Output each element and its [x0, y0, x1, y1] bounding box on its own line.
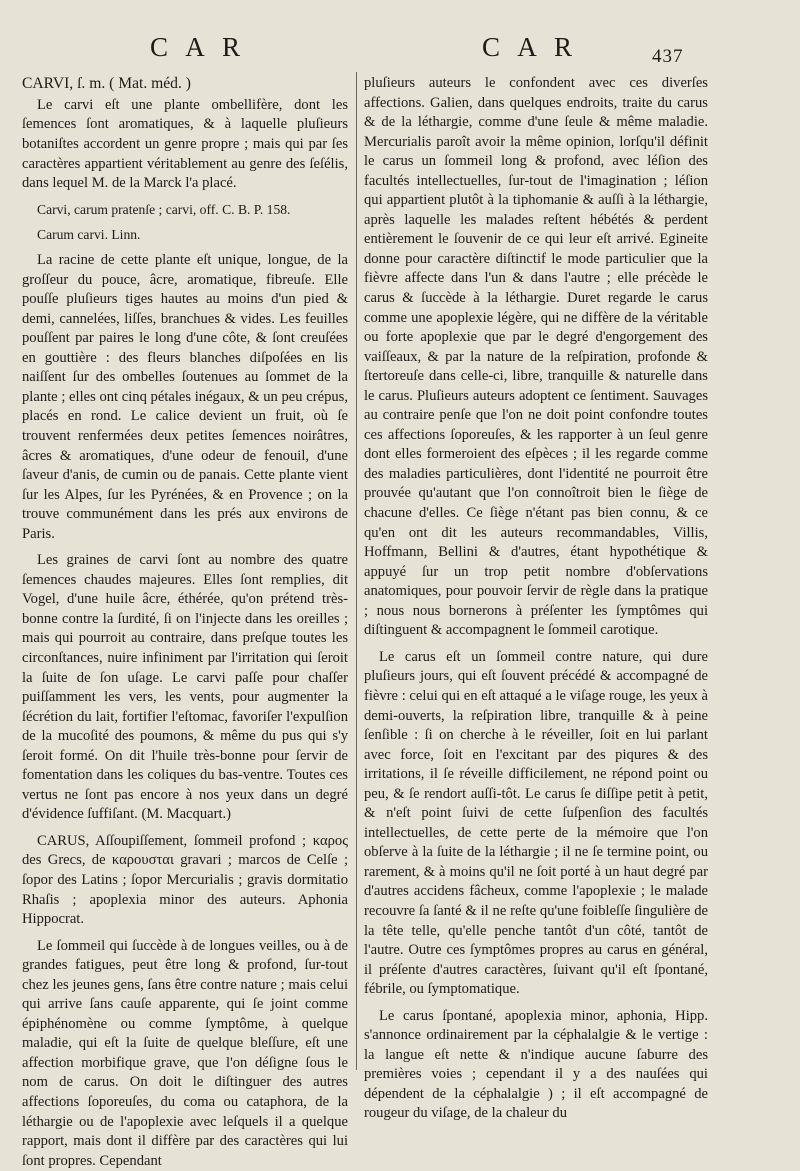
paragraph: Les graines de carvi ſont au nombre des quatre ſemences chaudes majeures. Elles ſont remplies, dit Vogel, d'une huile âcre, éthérée, qu'on prétend très-bonne contre la ſurdité, ſi on l'injecte dans les oreilles ; mais qui pourroit au contraire, dans preſque toutes les circonſtances, nuire infiniment par l'irritation qui ſeroit la ſuite de ſon uſage. Le carvi paſſe pour chaſſer puiſſamment les vers, les vents, pour augmenter la ſécrétion du lait, fortifier l'eſtomac, favoriſer l'expulſion de la mucoſité des poumons, & même du pus qui s'y ſeroit formé. On dit l'huile très-bonne pour ſervir de fomentation dans les coliques du bas-ventre. Toutes ces vertus ne ſont pas encore à nos yeux dans un degré d'évidence ſuffiſant. (M. Macquart.): [22, 552, 348, 823]
paragraph: La racine de cette plante eſt unique, longue, de la groſſeur du pouce, âcre, aromatique, fibreuſe. Elle pouſſe pluſieurs tiges hautes au moins d'un pied & demi, cannelées, liſſes, branchues & vides. Les feuilles pouſſent par paires le long d'une côte, & ſont creuſées en gouttière : des fleurs blanches diſpoſées en lis naiſſent ſur des ombelles ſoutenues au ſommet de la plante ; elles ont cinq pétales inégaux, & un peu crépus, placés en rond. Le calice devient un fruit, où ſe trouvent renfermées deux petites ſemences noirâtres, âcres & aromatiques, d'une odeur de fenouil, d'une ſaveur d'anis, de cumin ou de panais. Cette plante vient ſur les Alpes, ſur les Pyrénées, & en Provence ; on la trouve communément dans les prés aux environs de Paris.: [22, 252, 348, 542]
page-number: 437: [652, 46, 684, 67]
left-column: [22, 74, 348, 1169]
paragraph: Le carus eſt un ſommeil contre nature, qui dure pluſieurs jours, qui eſt ſouvent précédé & accompagné de fièvre : celui qui en eſt attaqué a le viſage rouge, les yeux à demi-ouverts, la reſpiration libre, tranquille & à peine ſenſible : ſi on cherche à le réveiller, ſoit en lui parlant avec force, ſoit en l'excitant par des piqures & des irritations, il ſe réveille difficilement, ne répond point ou peu, & ſe rendort auſſi-tôt. Le carus ſe diſſipe petit à petit, & n'eſt point ſuivi de cette ſuſpenſion des facultés intellectuelles, de cette perte de la mémoire que l'on obſerve à la ſuite de la léthargie ; il ne ſe termine point, ou rarement, & à moins qu'il ne ſoit porté à un haut degré par d'autres accidens fâcheux, comme l'apoplexie ; le malade recouvre ſa ſanté & il ne reſte qu'une foibleſſe ſingulière de la tête telle, qu'elle penche tantôt d'un côté, tantôt de l'autre. Outre ces ſymptômes propres au carus en général, il préſente d'autres caractères, ſuivant qu'il eſt ſpontané, fébrile, ou ſymptomatique.: [364, 648, 708, 998]
linnaean-name: Carum carvi. Linn.: [37, 226, 141, 242]
column-divider: [356, 72, 357, 1070]
entry-heading-carvi: CARVI, ſ. m. ( Mat. méd. ): [22, 75, 191, 92]
running-head-right: C A R: [482, 32, 579, 62]
synonym-line: Carvi, carum pratenſe ; carvi, off. C. B. P. 158.: [37, 201, 291, 217]
right-column: [364, 74, 708, 1122]
paragraph: Le carvi eſt une plante ombellifère, dont les ſemences ſont aromatiques, & à laquelle pluſieurs botaniſtes accordent un genre propre ; mais qui par ſes caractères appartient véritablement au genre des ſeſélis, dans lequel M. de la Marck l'a placé.: [22, 96, 348, 192]
paragraph: Le carus ſpontané, apoplexia minor, aphonia, Hipp. s'annonce ordinairement par la céphalalgie & le vertige : la langue eſt nette & n'indique aucune ſaburre des premières voies ; cependant il y a des nauſées qui dépendent de la céphalalgie ) ; il eſt accompagné de rougeur du viſage, de la chaleur du: [364, 1007, 708, 1122]
entry-heading-carus: CARUS, Aſſoupiſſement, ſommeil profond ; καρος des Grecs, de καρουσται gravari ; marcos de Celſe ; ſopor des Latins ; ſopor Mercurialis ; gravis dormitatio Rhaſis ; apoplexia minor des auteurs. Aphonia Hippocrat.: [22, 832, 348, 928]
running-head-left: C A R: [150, 32, 247, 62]
paragraph: Le ſommeil qui ſuccède à de longues veilles, ou à de grandes fatigues, peut être long & profond, ſur-tout chez les jeunes gens, ſans être contre nature ; mais celui qui arrive ſans cauſe apparente, qui ſe joint comme épiphénomène ou comme ſymptôme, à quelque maladie, qui eſt la ſuite de quelque bleſſure, eſt une affection morbifique grave, que l'on déſigne ſous le nom de carus. On doit le diſtinguer des autres affections ſoporeuſes, du coma ou cataphora, de la léthargie ou de l'apoplexie avec leſquels il a quelque rapport, mais dont il diffère par des caractères qui lui ſont propres. Cependant: [22, 937, 348, 1169]
paragraph: pluſieurs auteurs le confondent avec ces diverſes affections. Galien, dans quelques endroits, traite du carus & de la léthargie, comme d'une ſeule & même maladie. Mercurialis paroît avoir la même opinion, lorſqu'il définit le carus un ſommeil long & profond, avec léſion des facultés intellectuelles, ſur-tout de l'imagination ; léſion qui appartient plutôt à la tiphomanie & auſſi à la léthargie, après laquelle les malades reſtent hébétés & perdent entièrement le ſouvenir de ce qui leur eſt arrivé. Egineite donne pour caractère diſtinctif le mode particulier que la fièvre affecte dans l'un & dans l'autre ; elle précède le carus & ſuccède à la léthargie. Duret regarde le carus comme une apoplexie légère, qui ne diffère de la véritable ou forte apoplexie que par le degré d'engorgement des vaiſſeaux, & par la nature de la reſpiration, profonde & ſtertoreuſe dans celle-ci, libre, tranquille & naturelle dans le carus. Pluſieurs auteurs adoptent ce ſentiment. Sauvages au contraire penſe que l'on ne doit point confondre toutes ces affections ſoporeuſes, & les rapporter à un ſeul genre dont elles formeroient des eſpèces ; il les regarde comme des maladies particulières, dont l'identité ne pourroit être prouvée qu'autant que l'on connoîtroit bien le ſiège de chacune d'elles. Ce ſiège n'étant pas bien connu, & ce qu'en ont dit les auteurs recommandables, Villis, Hoffmann, Bellini & d'autres, étant hypothétique & appuyé ſur un trop petit nombre d'obſervations anatomiques, pour pouvoir ſervir de règle dans la pratique ; nous nous bornerons à préſenter les ſymptômes qui diſtinguent & accompagnent le ſommeil carotique.: [364, 75, 708, 639]
